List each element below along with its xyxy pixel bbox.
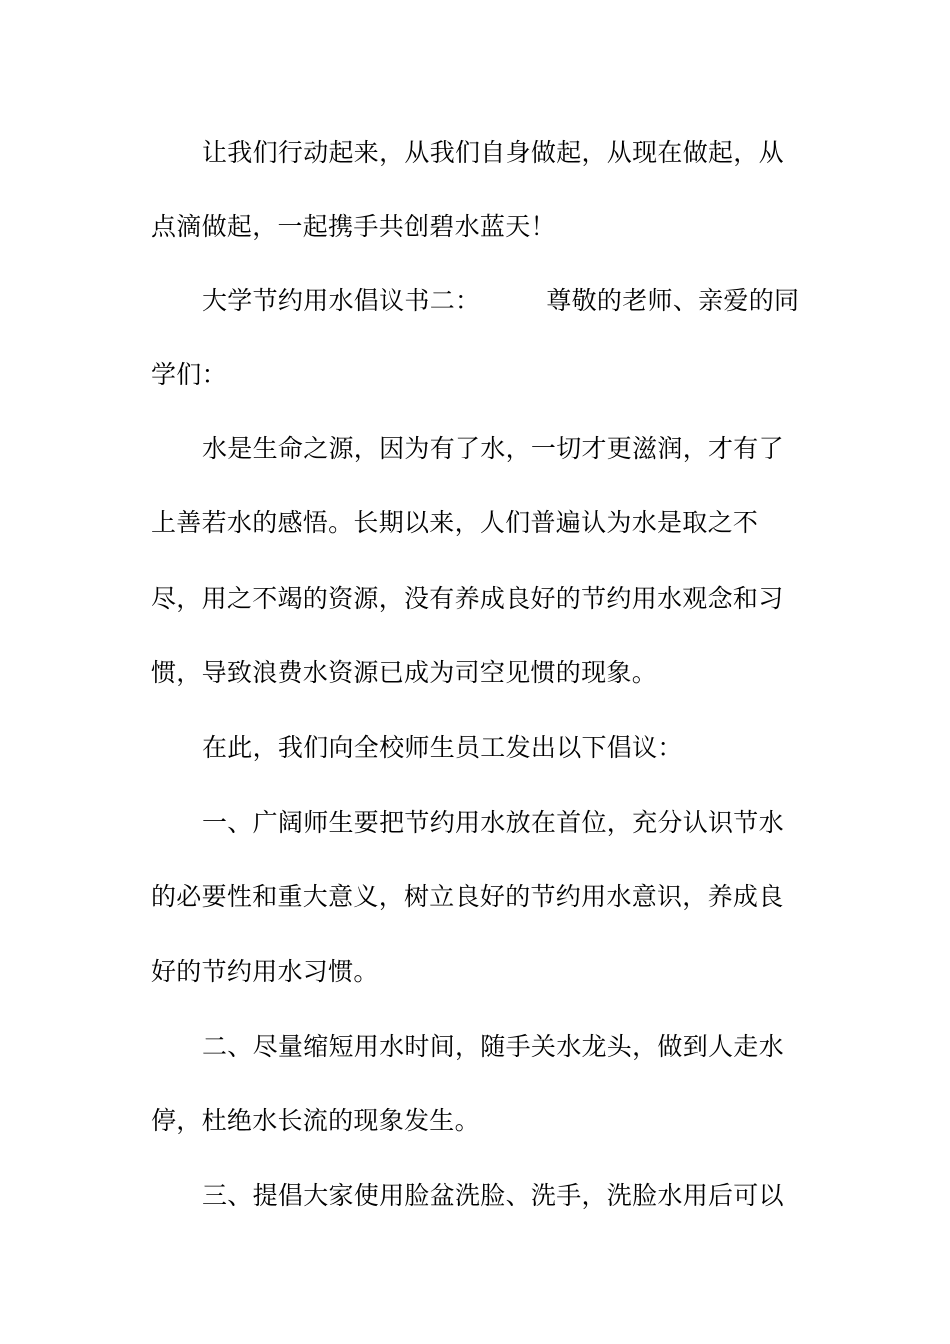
paragraph-line — [202, 286, 862, 316]
section-heading: 大学节约用水倡议书二： — [202, 286, 481, 315]
paragraph-line: 三、提倡大家使用脸盆洗脸、洗手，洗脸水用后可以 — [202, 1181, 784, 1210]
paragraph-line: 一、广阔师生要把节约用水放在首位，充分认识节水 — [202, 808, 784, 837]
paragraph-line: 二、尽量缩短用水时间，随手关水龙头，做到人走水 — [202, 1032, 784, 1061]
salutation: 尊敬的老师、亲爱的同 — [546, 286, 800, 315]
paragraph-line: 尽，用之不竭的资源，没有养成良好的节约用水观念和习 — [151, 584, 784, 613]
paragraph-line: 在此，我们向全校师生员工发出以下倡议： — [202, 733, 683, 762]
paragraph-line: 水是生命之源，因为有了水，一切才更滋润，才有了 — [202, 434, 784, 463]
paragraph-line: 的必要性和重大意义，树立良好的节约用水意识，养成良 — [151, 882, 784, 911]
paragraph-line: 惯，导致浪费水资源已成为司空见惯的现象。 — [151, 658, 658, 687]
paragraph-line: 学们： — [151, 360, 227, 389]
paragraph-line: 停，杜绝水长流的现象发生。 — [151, 1106, 480, 1135]
paragraph-line: 让我们行动起来，从我们自身做起，从现在做起，从 — [202, 138, 784, 167]
paragraph-line: 上善若水的感悟。长期以来，人们普遍认为水是取之不 — [151, 508, 759, 537]
paragraph-line: 点滴做起，一起携手共创碧水蓝天！ — [151, 212, 556, 241]
paragraph-line: 好的节约用水习惯。 — [151, 957, 379, 986]
